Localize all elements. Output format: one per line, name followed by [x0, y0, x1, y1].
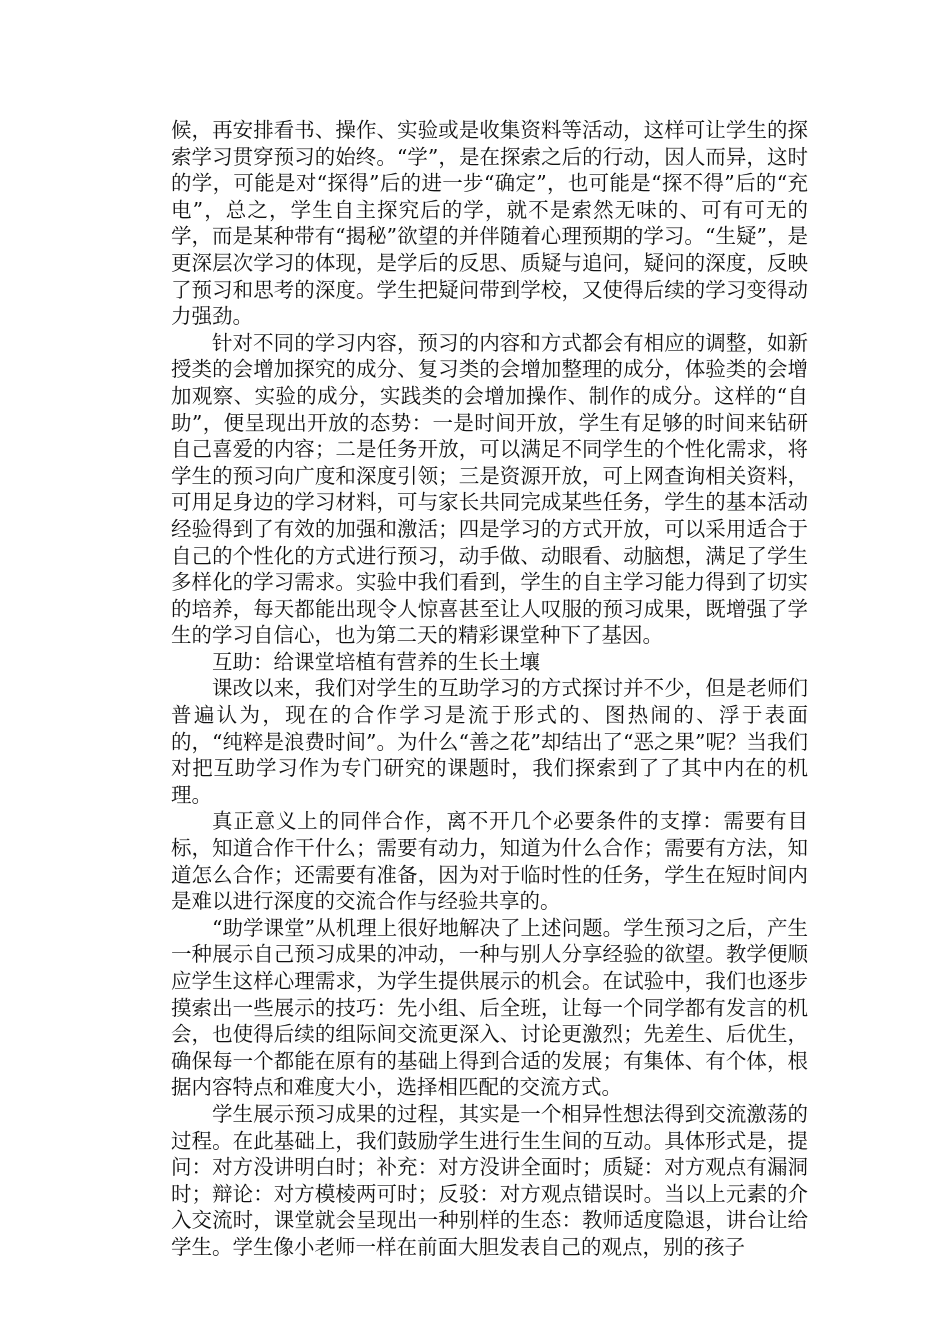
paragraph-cooperative-learning: 课改以来，我们对学生的互助学习的方式探讨并不少，但是老师们普遍认为，现在的合作学习是流于形式的、图热闹的、浮于表面的，“纯粹是浪费时间”。为什么“善之花”却结出了“恶之果”呢？当我们对把互助学习作为专门研究的课题时，我们探索到了了其中内在的机理。 [171, 676, 808, 807]
paragraph-student-presentation: 学生展示预习成果的过程，其实是一个相异性想法得到交流激荡的过程。在此基础上，我们鼓励学生进行生生间的互动。具体形式是，提问：对方没讲明白时；补充：对方没讲全面时；质疑：对方观点有漏洞时；辩论：对方模棱两可时；反驳：对方观点错误时。当以上元素的介入交流时，课堂就会呈现出一种别样的生态：教师适度隐退，讲台让给学生。学生像小老师一样在前面大胆发表自己的观点，别的孩子 [171, 1101, 808, 1259]
paragraph-continuation: 候，再安排看书、操作、实验或是收集资料等活动，这样可让学生的探索学习贯穿预习的始终。“学”，是在探索之后的行动，因人而异，这时的学，可能是对“探得”后的进一步“确定”，也可能是“探不得”后的“充电”，总之，学生自主探究后的学，就不是索然无味的、可有可无的学，而是某种带有“揭秘”欲望的并伴随着心理预期的学习。“生疑”，是更深层次学习的体现，是学后的反思、质疑与追问，疑问的深度，反映了预习和思考的深度。学生把疑问带到学校，又使得后续的学习变得动力强劲。 [171, 118, 808, 329]
paragraph-assisted-classroom: “助学课堂”从机理上很好地解决了上述问题。学生预习之后，产生一种展示自己预习成果的冲动，一种与别人分享经验的欲望。教学便顺应学生这样心理需求，为学生提供展示的机会。在试验中，我们也逐步摸索出一些展示的技巧：先小组、后全班，让每一个同学都有发言的机会，也使得后续的组际间交流更深入、讨论更激烈；先差生、后优生，确保每一个都能在原有的基础上得到合适的发展；有集体、有个体，根据内容特点和难度大小，选择相匹配的交流方式。 [171, 915, 808, 1100]
paragraph-peer-cooperation: 真正意义上的同伴合作，离不开几个必要条件的支撑：需要有目标，知道合作干什么；需要有动力，知道为什么合作；需要有方法，知道怎么合作；还需要有准备，因为对于临时性的任务，学生在短时间内是难以进行深度的交流合作与经验共享的。 [171, 809, 808, 914]
document-body [171, 117, 808, 1261]
section-heading-mutual-help: 互助：给课堂培植有营养的生长土壤 [212, 649, 540, 674]
paragraph-open-learning: 针对不同的学习内容，预习的内容和方式都会有相应的调整，如新授类的会增加探究的成分、复习类的会增加整理的成分，体验类的会增加观察、实验的成分，实践类的会增加操作、制作的成分。这样的“自助”，便呈现出开放的态势：一是时间开放，学生有足够的时间来钻研自己喜爱的内容；二是任务开放，可以满足不同学生的个性化需求，将学生的预习向广度和深度引领；三是资源开放，可上网查询相关资料，可用足身边的学习材料，可与家长共同完成某些任务，学生的基本活动经验得到了有效的加强和激活；四是学习的方式开放，可以采用适合于自己的个性化的方式进行预习，动手做、动眼看、动脑想，满足了学生多样化的学习需求。实验中我们看到，学生的自主学习能力得到了切实的培养，每天都能出现令人惊喜甚至让人叹服的预习成果，既增强了学生的学习自信心，也为第二天的精彩课堂种下了基因。 [171, 330, 808, 648]
